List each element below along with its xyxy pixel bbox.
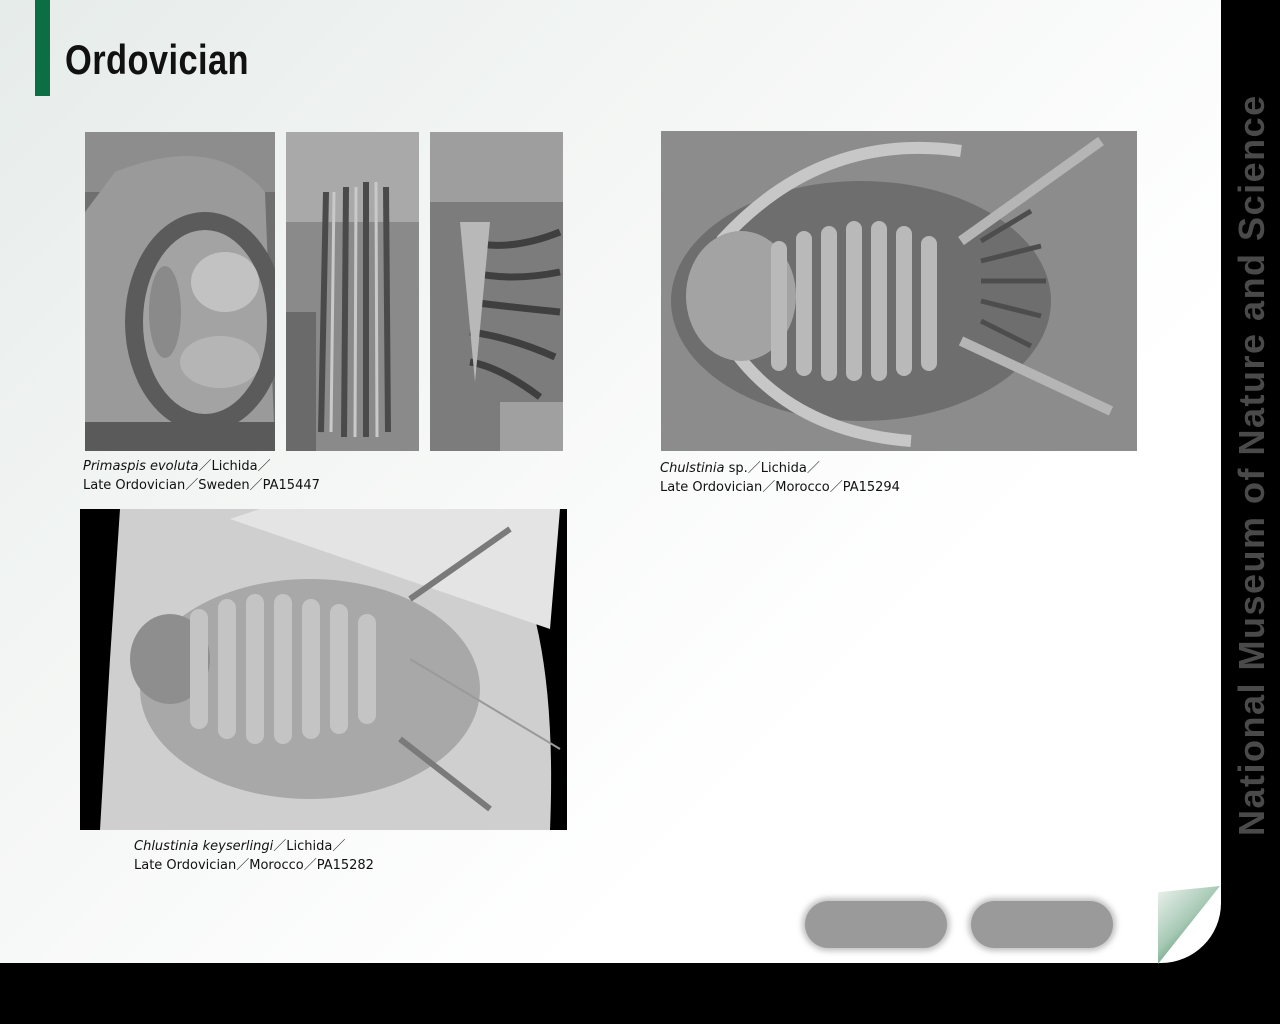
caption-line-2: Late Ordovician／Morocco／PA15294 (660, 480, 900, 495)
order-text: ／Lichida／ (273, 839, 346, 854)
specimen-photo-chlustinia-keyserlingi (80, 509, 567, 830)
prev-page-button[interactable] (805, 901, 947, 948)
specimen-photo-primaspis-pygidium (430, 132, 563, 451)
caption-line-1 (83, 457, 320, 476)
title-accent-bar (35, 0, 50, 96)
specimen-caption-primaspis (83, 457, 320, 495)
specimen-photo-primaspis-thorax (286, 132, 419, 451)
museum-side-label: National Museum of Nature and Science (1231, 94, 1272, 836)
order-text: ／Lichida／ (198, 459, 271, 474)
page-title: Ordovician (65, 36, 250, 83)
order-text: sp.／Lichida／ (724, 461, 820, 476)
species-name: Chulstinia (660, 461, 725, 476)
specimen-caption-chulstinia (660, 459, 900, 497)
specimen-photo-primaspis-head (85, 132, 275, 451)
next-page-button[interactable] (971, 901, 1113, 948)
caption-line-2: Late Ordovician／Sweden／PA15447 (83, 478, 320, 493)
species-name: Chlustinia keyserlingi (134, 839, 274, 854)
specimen-caption-chlustinia-keyserlingi (134, 837, 374, 875)
species-name: Primaspis evoluta (83, 459, 199, 474)
caption-line-2: Late Ordovician／Morocco／PA15282 (134, 858, 374, 873)
caption-line-1 (660, 459, 900, 478)
caption-line-1 (134, 837, 374, 856)
specimen-photo-chulstinia (661, 131, 1137, 451)
